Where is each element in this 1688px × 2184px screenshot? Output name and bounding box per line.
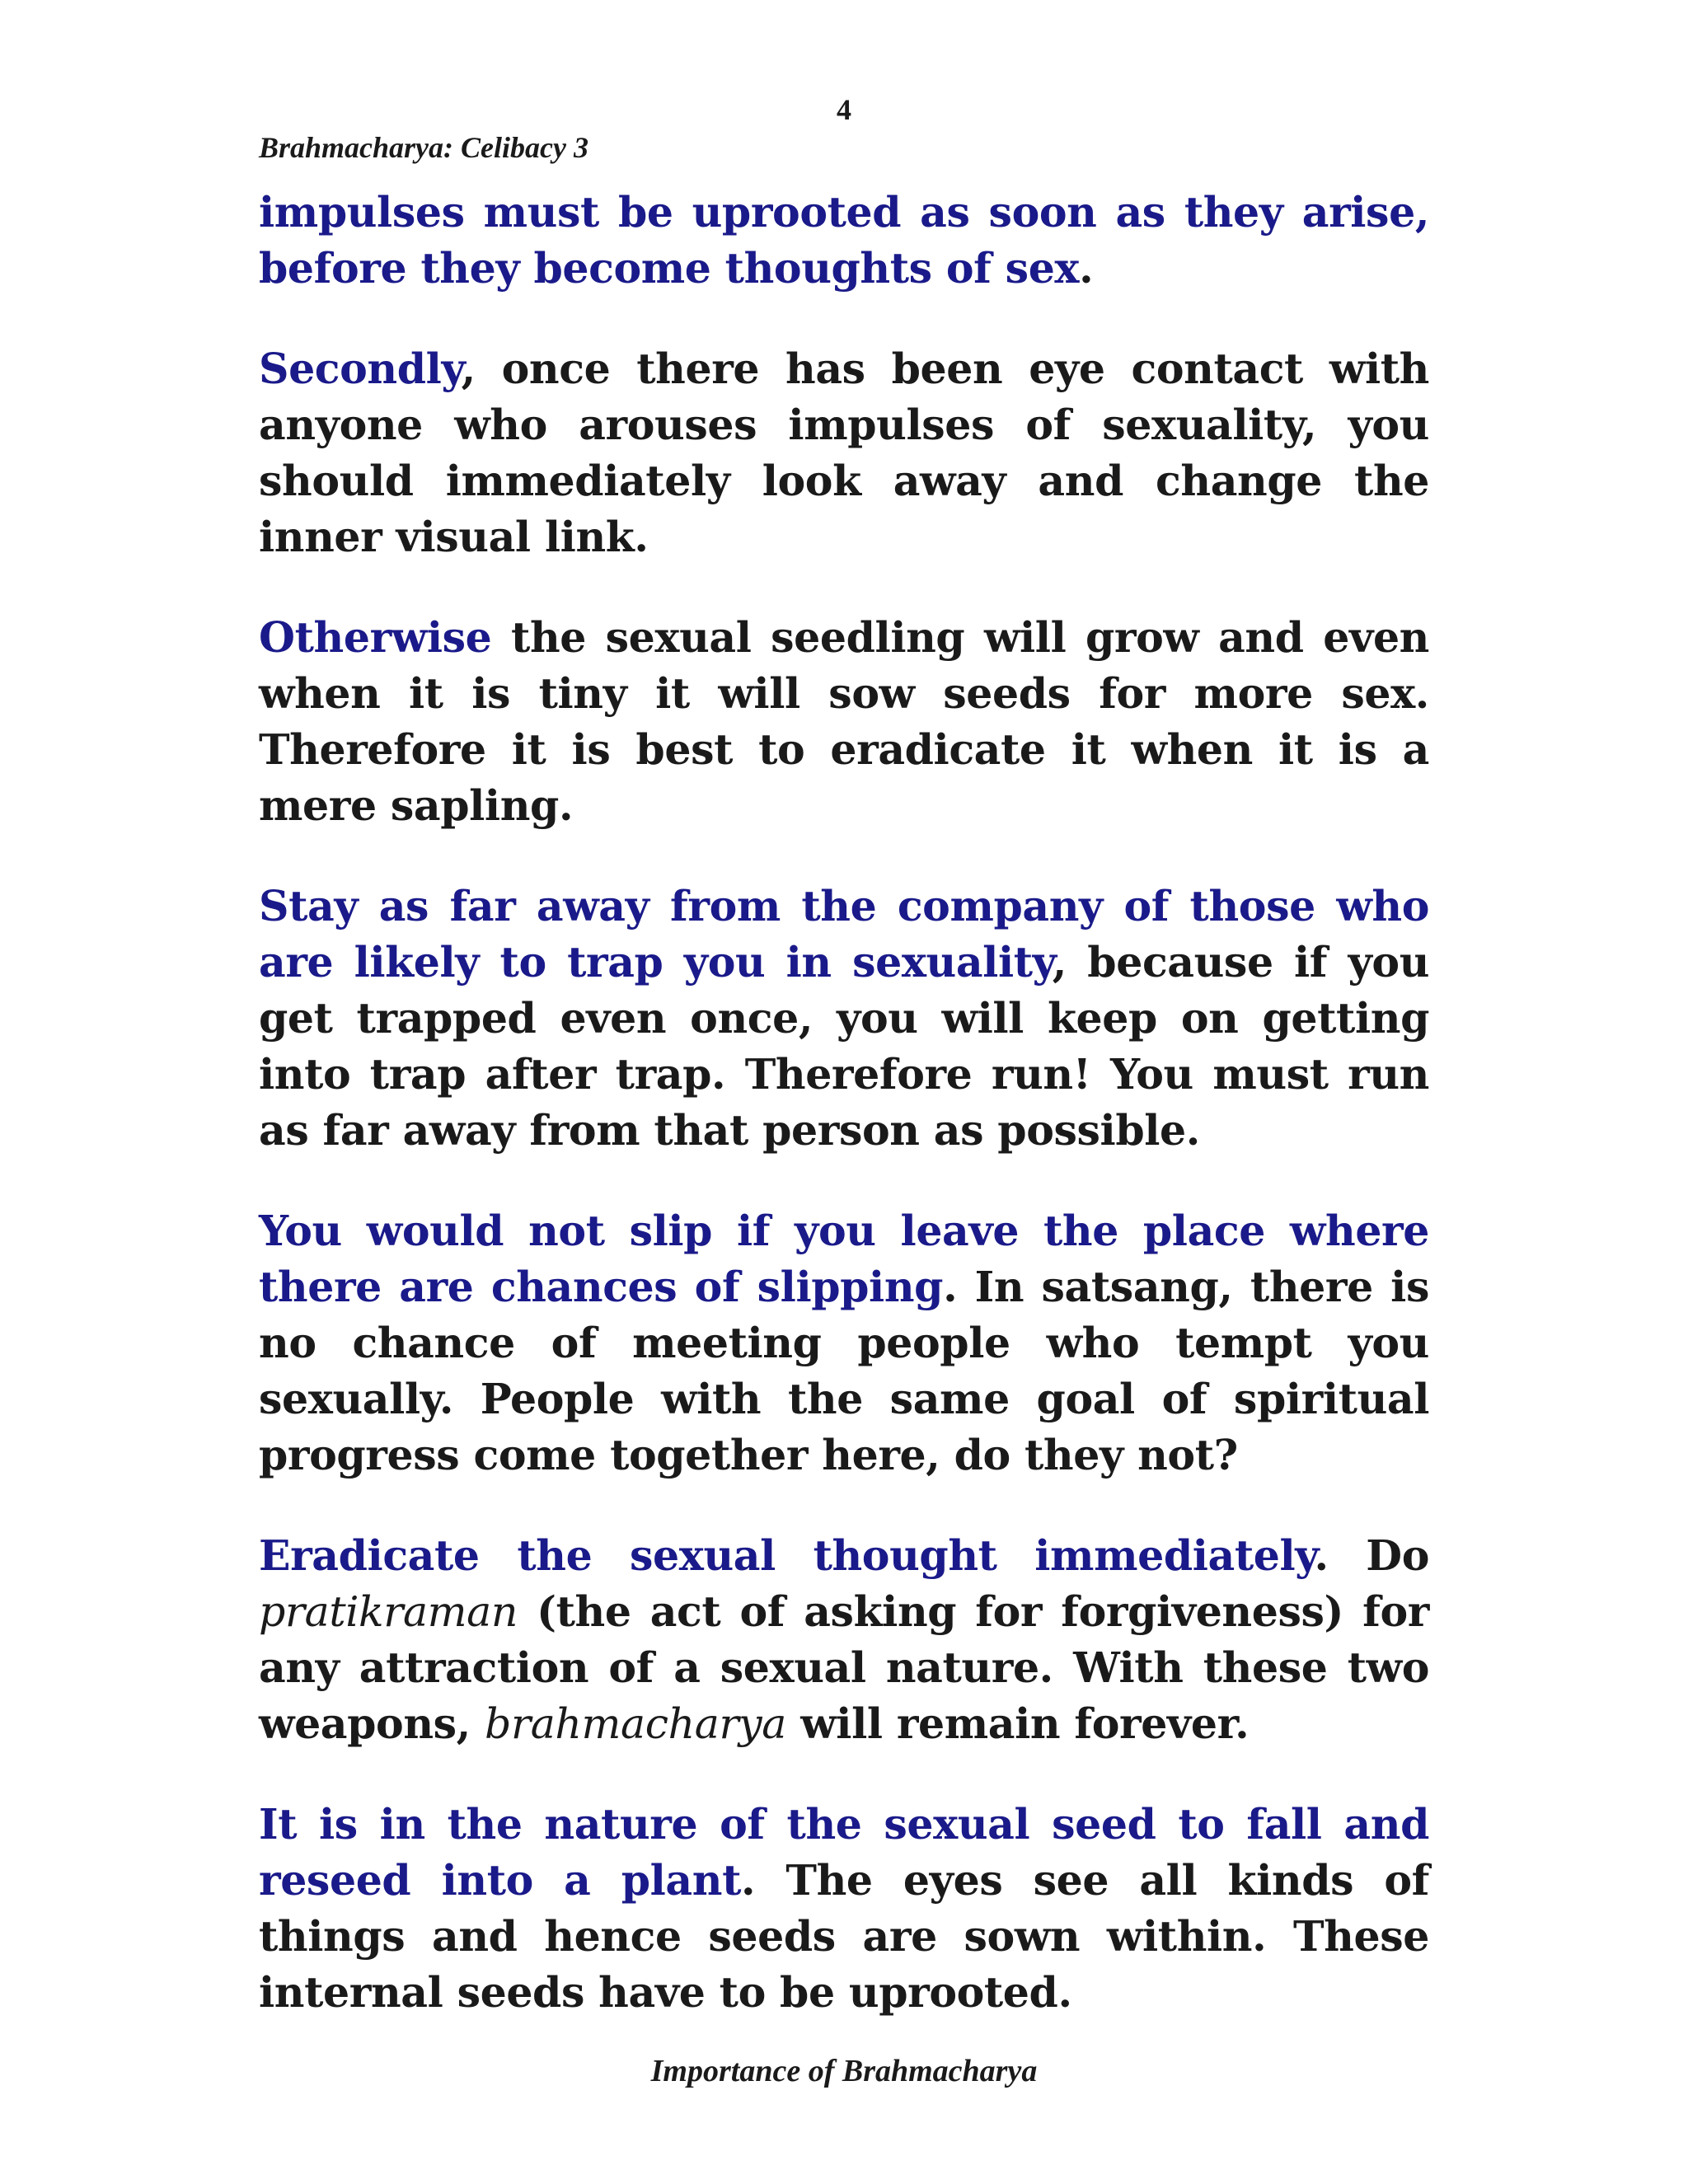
paragraph-3	[259, 610, 1429, 834]
emphasis-text: Stay as far away from the company of those who are likely to trap you in sexuality	[259, 882, 1429, 987]
running-head: Brahmacharya: Celibacy 3	[259, 131, 588, 164]
body-text: (the act of asking for forgiveness) for any attraction of a sexual nature. With these two weapons,	[259, 1587, 1429, 1748]
body-text: . The eyes see all kinds of things and hence seeds are sown within. These internal seeds have to be uprooted.	[259, 1856, 1429, 2017]
emphasis-text: Eradicate the sexual thought immediately	[259, 1531, 1315, 1580]
page-body	[259, 185, 1429, 2065]
paragraph-2	[259, 341, 1429, 565]
emphasis-text: Secondly	[259, 344, 462, 393]
emphasis-text: You would not slip if you leave the place where there are chances of slipping	[259, 1207, 1429, 1311]
body-text: , because if you get trapped even once, you will keep on getting into trap after trap. Therefore run! You must run as far away from that person as possible.	[259, 938, 1430, 1155]
emphasis-text: It is in the nature of the sexual seed to fall and reseed into a plant	[259, 1800, 1429, 1905]
body-text: .	[1079, 244, 1094, 293]
paragraph-6	[259, 1528, 1429, 1752]
body-text: will remain forever.	[786, 1699, 1250, 1748]
italic-term: pratikraman	[259, 1587, 518, 1636]
paragraph-7	[259, 1797, 1429, 2021]
italic-term: brahmacharya	[485, 1699, 787, 1748]
paragraph-5	[259, 1203, 1429, 1483]
body-text: . In satsang, there is no chance of meeting people who tempt you sexually. People with the same goal of spiritual progress come together here, do they not?	[259, 1263, 1429, 1479]
paragraph-4	[259, 879, 1429, 1159]
body-text: the sexual seedling will grow and even when it is tiny it will sow seeds for more sex. Therefore it is best to eradicate it when it is a mere sapling.	[259, 613, 1429, 830]
body-text: , once there has been eye contact with anyone who arouses impulses of sexuality, you should immediately look away and change the inner visual link.	[259, 344, 1429, 561]
paragraph-1	[259, 185, 1429, 297]
body-text: . Do	[1314, 1531, 1429, 1580]
emphasis-text: Otherwise	[259, 613, 492, 662]
emphasis-text: impulses must be uprooted as soon as they arise, before they become thoughts of sex	[259, 188, 1429, 293]
page-number: 4	[837, 93, 851, 126]
page-footer: Importance of Brahmacharya	[650, 2054, 1038, 2088]
